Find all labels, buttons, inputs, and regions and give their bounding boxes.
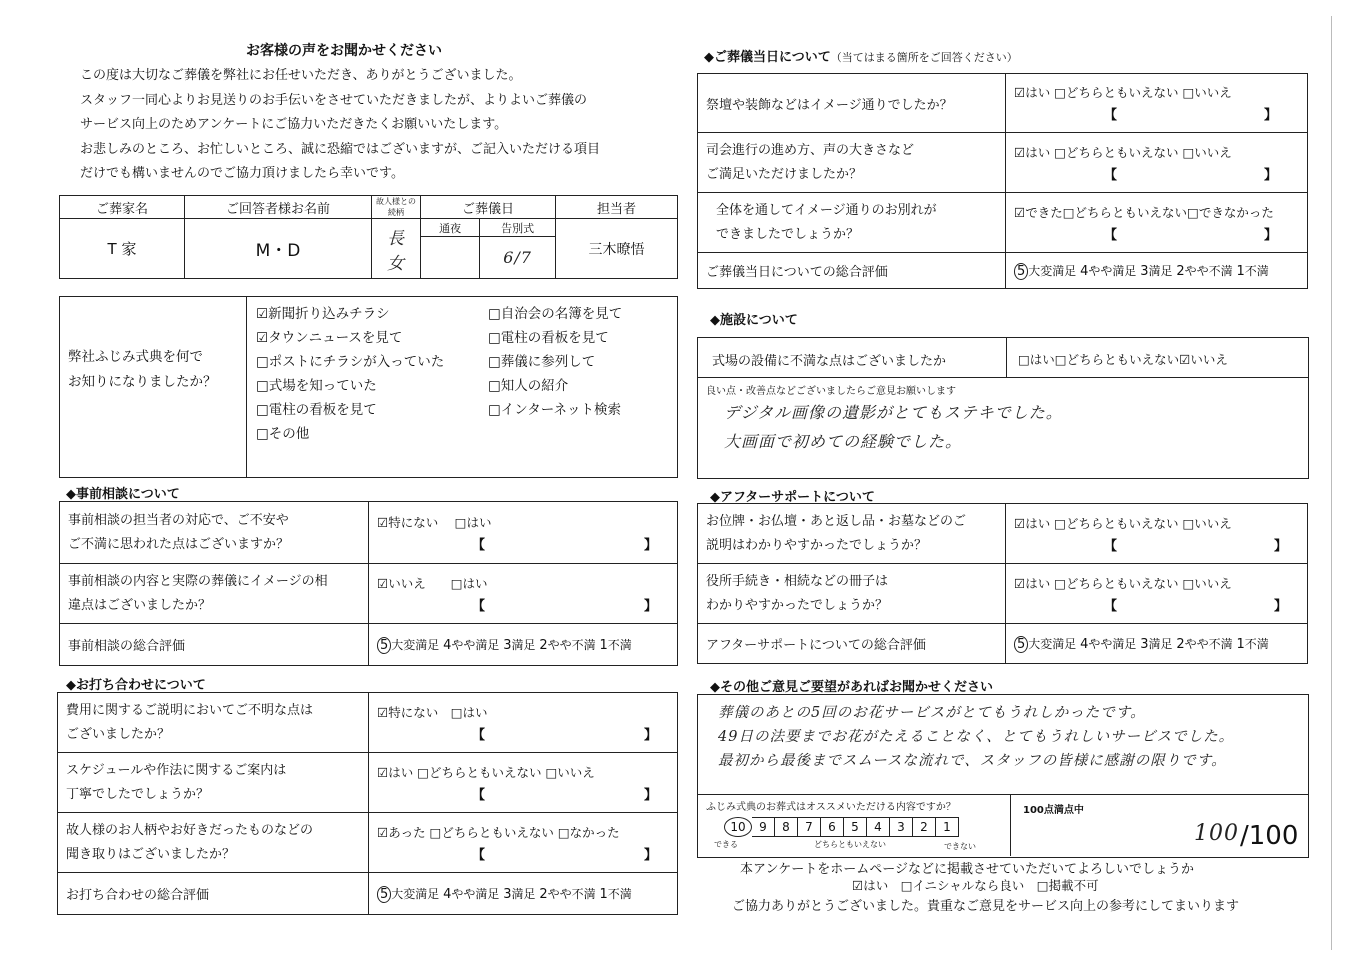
relation: 長女 (372, 219, 421, 279)
source-question: 弊社ふじみ式典を何で お知りになりましたか？ (68, 349, 217, 390)
facility-title: ◆施設について (710, 313, 798, 328)
day-rating: 5 大変満足 4やや満足 3満足 2やや不満 1不満 (1014, 262, 1299, 280)
family-name: T 家 (60, 219, 185, 279)
publish-answer: ☑はい □イニシャルなら良い □掲載不可 (852, 878, 1099, 893)
recommend-scale: 10 9 8 7 6 5 4 3 2 1 (724, 817, 959, 837)
meeting-table: 費用に関するご説明においてご不明な点は ございましたか？ ☑特にない □はい 【 】 スケジュールや作法に関するご案内は 丁寧でしたでしょうか？ ☑はい □どちらともいえない □いいえ 【 】 故人様のお人柄やお好きだったものなどの 聞き取りはございましたか？ ☑あった □どちらともいえない □なかった 【 】 お打ち合わせの総合評価 5 大変満足 4やや満足 3満足 2やや不満 1不満 (57, 692, 678, 915)
after-title: ◆アフターサポートについて (710, 490, 875, 505)
funeral-date: 6/7 (480, 237, 556, 279)
intro-text: この度は大切なご葬儀を弊社にお任せいただき、ありがとうございました。 スタッフ一同心よりお見送りのお手伝いをさせていただきましたが、よりよいご葬儀の サービス向上のためアンケートにご協力いただきたくお願いいたします。 お悲しみのところ、お忙しいところ、誠に恐縮ではございますが、ご記入いただける項目 だけでも構いませんのでご協力頂けましたら幸いです。 (80, 68, 601, 181)
day-title: ◆ご葬儀当日について（当てはまる箇所をご回答ください） (704, 50, 1018, 65)
day-table: 祭壇や装飾などはイメージ通りでしたか？ ☑はい □どちらともいえない □いいえ 【 】 司会進行の進め方、声の大きさなど ご満足いただけましたか？ ☑はい □どちらともいえない □いいえ 【 】 全体を通してイメージ通りのお別れが できましたでしょうか？ ☑できた□どちらともいえない□できなかった 【 】 ご葬儀当日についての総合評価 5 大変満足 4やや満足 3満足 2やや不満 1不満 (697, 73, 1308, 289)
after-rating: 5 大変満足 4やや満足 3満足 2やや不満 1不満 (1014, 635, 1299, 653)
meeting-title: ◆お打ち合わせについて (66, 678, 206, 693)
facility-box: 式場の設備に不満な点はございましたか □はい□どちらともいえない☑いいえ 良い点・改善点などございましたらご意見お願いします デジタル画像の遺影がとてもステキでした。 大画面で初めての経験でした。 (697, 337, 1309, 479)
consult-table: 事前相談の担当者の対応で、ご不安や ご不満に思われた点はございますか？ ☑特にない □はい 【 】 事前相談の内容と実際の葬儀にイメージの相 違点はございましたか？ ☑いいえ □はい 【 】 事前相談の総合評価 5 大変満足 4やや満足 3満足 2やや不満 1不満 (59, 501, 678, 666)
staff-name: 三木暸悟 (556, 219, 678, 279)
after-table: お位牌・お仏壇・あと返し品・お墓などのご 説明はわかりやすかったでしょうか？ ☑はい □どちらともいえない □いいえ 【 】 役所手続き・相続などの冊子は わかりやすかったでしょうか？ ☑はい □どちらともいえない □いいえ 【 】 アフターサポートについての総合評価 5 大変満足 4やや満足 3満足 2やや不満 1不満 (697, 503, 1308, 664)
page-edge (1331, 16, 1332, 950)
publish-question: 本アンケートをホームページなどに掲載させていただいてよろしいでしょうか (740, 862, 1194, 877)
source-box (59, 296, 678, 478)
source-options: ☑新聞折り込みチラシ □自治会の名簿を見て ☑タウンニュースを見て □電柱の看板を見て □ポストにチラシが入っていた □葬儀に参列して □式場を知っていた □知人の紹介 □電柱の看板を見て □インターネット検索 □その他 (256, 306, 623, 442)
consult-title: ◆事前相談について (66, 487, 180, 502)
info-table: ご葬家名 ご回答者様お名前 故人様との続柄 ご葬儀日 担当者 T 家 M・D 長女 通夜 告別式 三木暸悟 6/7 (59, 195, 678, 279)
facility-comment: デジタル画像の遺影がとてもステキでした。 大画面で初めての経験でした。 (724, 403, 1063, 451)
consult-rating: 5 大変満足 4やや満足 3満足 2やや不満 1不満 (377, 636, 669, 654)
other-comment: 葬儀のあとの5回のお花サービスがとてもうれしかったです。 49日の法要までお花がたえることなく、とてもうれしいサービスでした。 最初から最後までスムースな流れで、スタッフの皆様に感謝の限りです。 (718, 705, 1235, 769)
respondent-name: M・D (185, 219, 372, 279)
thanks-text: ご協力ありがとうございました。貴重なご意見をサービス向上の参考にしてまいります (732, 899, 1240, 914)
survey-title: お客様の声をお聞かせください (246, 43, 442, 59)
score-value: 100 (1194, 821, 1239, 846)
wake-date (421, 237, 480, 279)
score-max: /100 (1240, 821, 1299, 851)
other-title: ◆その他ご意見ご要望があればお聞かせください (710, 680, 993, 695)
meeting-rating: 5 大変満足 4やや満足 3満足 2やや不満 1不満 (377, 885, 669, 903)
other-box: 葬儀のあとの5回のお花サービスがとてもうれしかったです。 49日の法要までお花がたえることなく、とてもうれしいサービスでした。 最初から最後までスムースな流れで、スタッフの皆様に感謝の限りです。 ふじみ式典のお葬式はオススメいただける内容ですか？ 10 9 8 7 6 5 4 3 2 1 できる どちらともいえない できない 100点満点中 100 /100 (697, 694, 1309, 858)
